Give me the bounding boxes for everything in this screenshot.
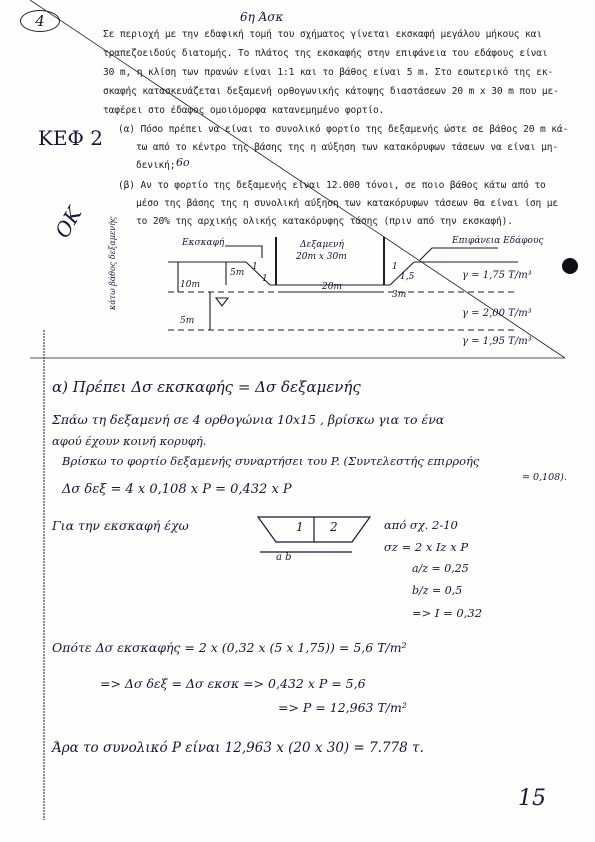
label-width-20m: 20m xyxy=(322,282,342,292)
solution-line-2: Σπάω τη δεξαμενή σε 4 ορθογώνια 10x15 , βρίσκω για το ένα xyxy=(52,412,445,427)
solution-line-3: αφού έχουν κοινή κορυφή. xyxy=(52,434,207,448)
label-gamma-3: γ = 1,95 T/m³ xyxy=(462,336,532,347)
water-table-marker xyxy=(216,298,228,306)
label-gamma-1: γ = 1,75 T/m³ xyxy=(462,270,532,281)
solution-line-4b: = 0,108). xyxy=(522,472,567,483)
margin-note-vertical: κάτω βάθος δεξαμενής xyxy=(108,216,117,310)
question-a-line-1: (α) Πόσο πρέπει να είναι το συνολικό φορτίο της δεξαμενής ώστε σε βάθος 20 m κά- xyxy=(118,124,569,135)
problem-line-1: Σε περιοχή με την εδαφική τομή του σχήματος γίνεται εκσκαφή μεγάλου μήκους και xyxy=(103,29,542,40)
question-a-line-3: δενική; xyxy=(136,160,176,171)
answer-note-a: 6ο xyxy=(176,156,190,169)
margin-note-ok: OK xyxy=(50,202,87,242)
problem-line-2: τραπεζοειδούς διατομής. Το πλάτος της εκσκαφής στην επιφάνεια του εδάφους είναι xyxy=(103,48,548,59)
label-tank-1: Δεξαμενή xyxy=(300,240,344,250)
trapezoid-label-2: 2 xyxy=(330,520,338,534)
signature: 15 xyxy=(518,786,546,811)
label-depth-5m-lower: 5m xyxy=(180,316,195,326)
solution-right-3: a/z = 0,25 xyxy=(412,562,469,575)
problem-line-4: σκαφής κατασκευάζεται δεξαμενή ορθογωνικής κάτοψης διαστάσεων 20 m x 30 m που με- xyxy=(103,86,559,97)
page-divider xyxy=(30,0,565,358)
solution-right-4: b/z = 0,5 xyxy=(412,584,463,597)
label-slope-right: 1 xyxy=(392,262,398,272)
solution-line-7: Οπότε Δσ εκσκαφής = 2 x (0,32 x (5 x 1,75)) = 5,6 T/m² xyxy=(52,640,407,655)
question-b-line-1: (β) Αν το φορτίο της δεξαμενής είναι 12.000 τόνοι, σε ποιο βάθος κάτω από το xyxy=(118,180,546,191)
trapezoid-label-1: 1 xyxy=(296,520,304,534)
arrow-excavation xyxy=(225,246,262,258)
question-b-line-3: το 20% της αρχικής ολικής κατακόρυφης τάσης (πριν από την εκσκαφή). xyxy=(136,216,513,227)
problem-line-3: 30 m, η κλίση των πρανών είναι 1:1 και το βάθος είναι 5 m. Στο εσωτερικό της εκ- xyxy=(103,67,554,78)
margin-note-kef: ΚΕΦ 2 xyxy=(38,126,104,150)
solution-line-1: α) Πρέπει Δσ εκσκαφής = Δσ δεξαμενής xyxy=(52,378,361,396)
label-depth-10m: 10m xyxy=(180,280,200,290)
label-excavation: Εκσκαφή xyxy=(182,238,225,248)
problem-line-5: ταφέρει στο έδαφος ομοιόμορφα κατανεμημένο φορτίο. xyxy=(103,105,385,116)
solution-line-5: Δσ δεξ = 4 x 0,108 x P = 0,432 x P xyxy=(62,482,292,497)
problem-number-text: 4 xyxy=(35,12,45,30)
solution-line-9: => P = 12,963 T/m² xyxy=(278,700,407,715)
solution-right-2: σz = 2 x Iz x P xyxy=(384,540,469,554)
trapezoid-dim-labels: a b xyxy=(276,552,292,563)
solution-right-5: => I = 0,32 xyxy=(412,606,483,620)
solution-line-6: Για την εκσκαφή έχω xyxy=(52,518,189,533)
solution-line-4: Βρίσκω το φορτίο δεξαμενής συναρτήσει του P. (Συντελεστής επιρροής xyxy=(62,454,480,468)
solution-right-1: από σχ. 2-10 xyxy=(384,518,458,532)
question-a-line-2: τω από το κέντρο της βάσης της η αύξηση των κατακόρυφων τάσεων να είναι μη- xyxy=(136,142,558,153)
arrow-ground xyxy=(420,248,498,260)
exercise-title: 6η Άσκ xyxy=(240,10,284,24)
solution-line-8: => Δσ δεξ = Δσ εκσκ => 0,432 x P = 5,6 xyxy=(100,676,366,691)
label-depth-5m: 5m xyxy=(230,268,245,278)
question-b-line-2: μέσο της βάσης της η συνολική αύξηση των κατακόρυφων τάσεων θα είναι ίση με xyxy=(136,198,558,209)
label-slope-left-b: 1 xyxy=(262,274,268,284)
label-slope-right-b: 1,5 xyxy=(400,272,415,282)
label-tank-2: 20m x 30m xyxy=(296,252,347,262)
label-ground-surface: Επιφάνεια Εδάφους xyxy=(452,236,544,246)
label-bottom-3m: 3m xyxy=(392,290,407,300)
label-slope-left: 1 xyxy=(252,262,258,272)
solution-line-10: Άρα το συνολικό P είναι 12,963 x (20 x 30) = 7.778 τ. xyxy=(52,740,424,756)
label-gamma-2: γ = 2,00 T/m³ xyxy=(462,308,532,319)
